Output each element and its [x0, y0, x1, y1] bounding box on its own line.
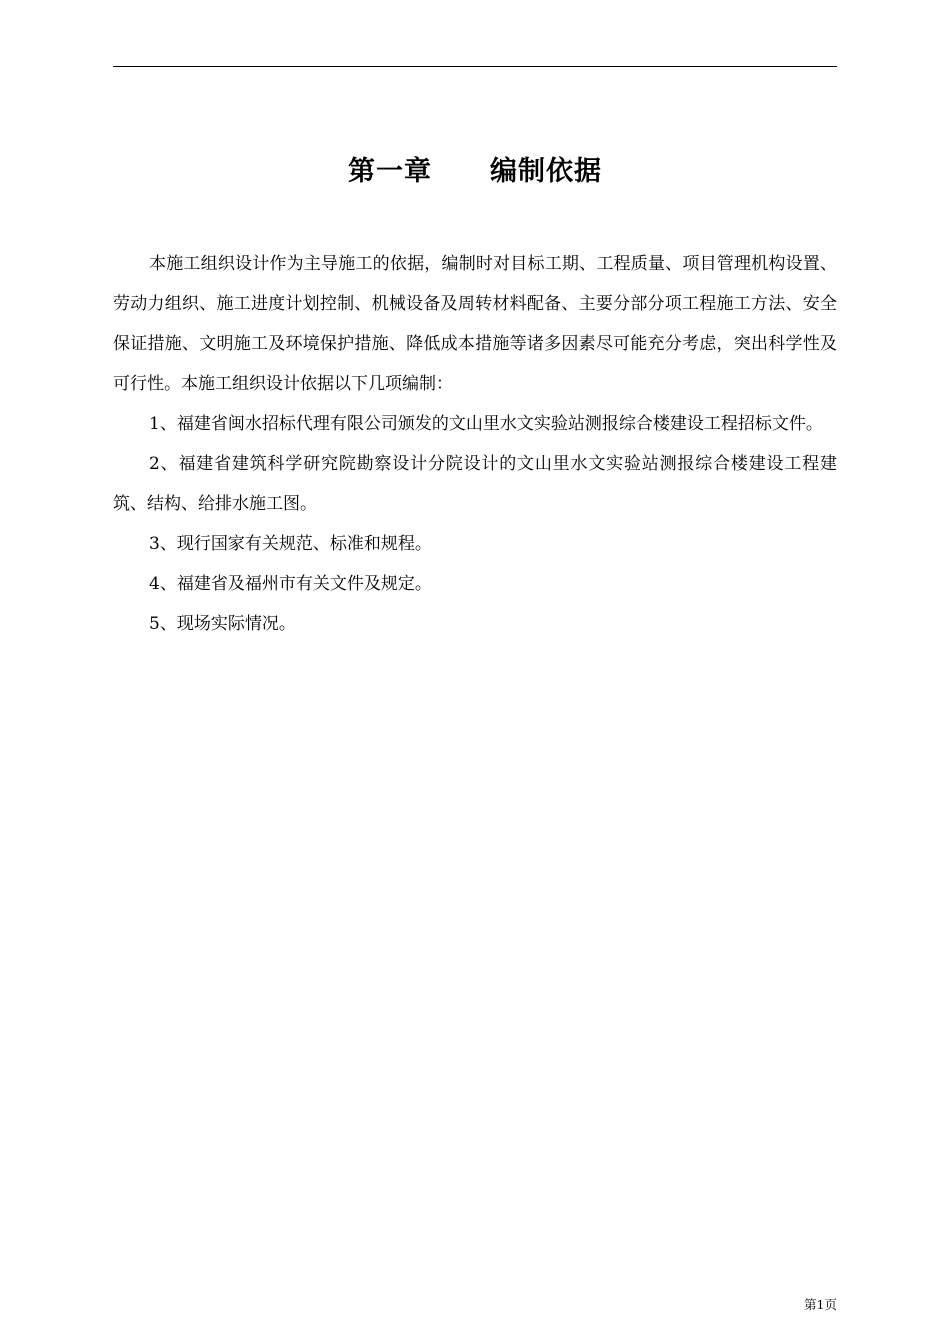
list-item: 3、现行国家有关规范、标准和规程。 [149, 534, 432, 554]
page-number: 第1页 [804, 1297, 837, 1312]
chapter-title [113, 150, 837, 194]
list-item: 2、福建省建筑科学研究院勘察设计分院设计的文山里水文实验站测报综合楼建设工程建筑、结构、给排水施工图。 [113, 454, 837, 514]
chapter-number: 第一章 [348, 156, 432, 187]
list-item: 5、现场实际情况。 [149, 614, 296, 634]
list-item: 4、福建省及福州市有关文件及规定。 [149, 574, 432, 594]
header-rule [113, 66, 837, 67]
paragraph-intro: 本施工组织设计作为主导施工的依据，编制时对目标工期、工程质量、项目管理机构设置、劳动力组织、施工进度计划控制、机械设备及周转材料配备、主要分部分项工程施工方法、安全保证措施、文明施工及环境保护措施、降低成本措施等诸多因素尽可能充分考虑，突出科学性及可行性。本施工组织设计依据以下几项编制： [113, 254, 837, 394]
list-item: 1、福建省闽水招标代理有限公司颁发的文山里水文实验站测报综合楼建设工程招标文件。 [149, 414, 823, 434]
chapter-heading: 编制依据 [490, 156, 602, 187]
document-body [113, 244, 837, 644]
